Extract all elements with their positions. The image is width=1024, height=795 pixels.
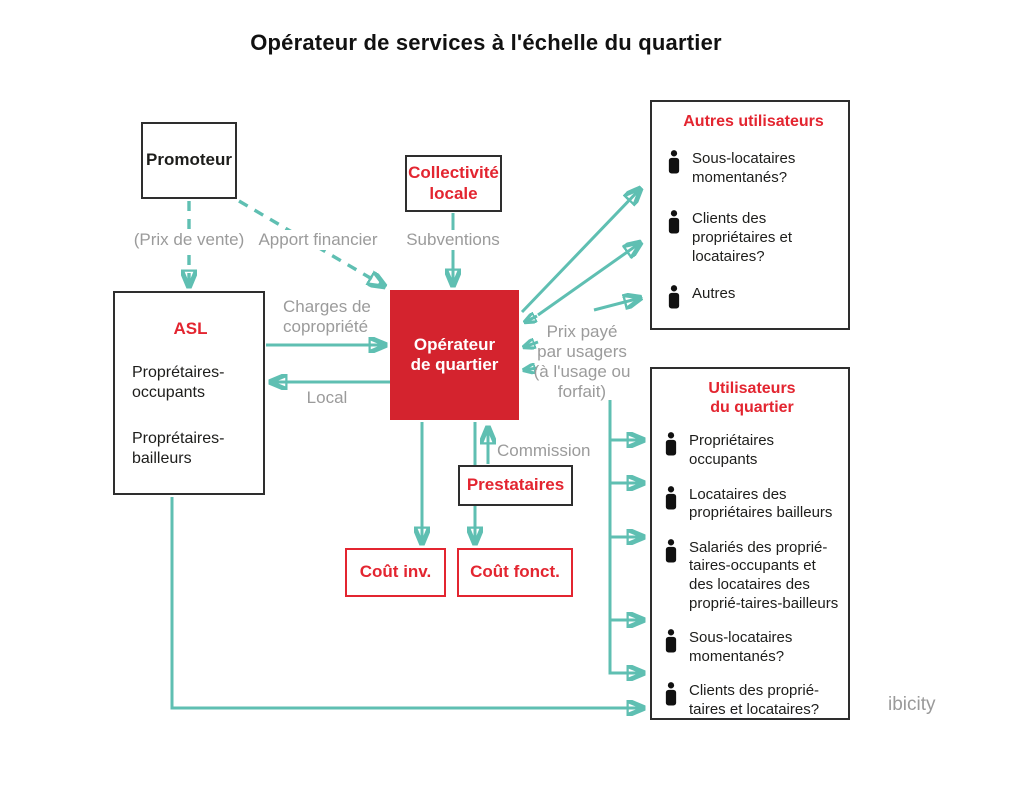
- prix-paye-line2: par usagers: [537, 342, 627, 362]
- quartier-item-3: [664, 538, 840, 613]
- operateur-label-line1: Opérateur: [413, 334, 496, 354]
- person-icon: [667, 150, 681, 176]
- autres-item-3-label: Autres: [692, 285, 736, 303]
- page-title: Opérateur de services à l'échelle du quartier: [250, 30, 722, 55]
- prix-paye-line4: forfait): [557, 382, 607, 402]
- collectivite-label-line2: locale: [429, 183, 478, 203]
- autres-item-1-label: Sous-locataires momentanés?: [692, 150, 796, 186]
- cout-inv-label: Coût inv.: [359, 562, 432, 582]
- edge-label-prix-paye: [524, 322, 640, 402]
- asl-member-1: Proprétaires-occupants: [132, 364, 225, 402]
- utilisateurs-quartier-title-line2: du quartier: [710, 399, 794, 417]
- arrow-autres-1: [522, 189, 640, 312]
- autres-item-2-label: Clients des propriétaires et locataires?: [692, 210, 793, 265]
- edge-label-subventions: Subventions: [401, 230, 505, 250]
- prestataires-label: Prestataires: [466, 475, 565, 495]
- quartier-item-4-label: Sous-locataires momentanés?: [689, 629, 793, 665]
- edge-label-apport-financier: Apport financier: [250, 230, 386, 250]
- collectivite-label-line1: Collectivité: [408, 163, 499, 183]
- person-icon: [664, 432, 678, 458]
- quartier-item-1-label: Propriétaires occupants: [689, 432, 775, 468]
- prix-paye-line3: (à l'usage ou: [533, 362, 631, 382]
- quartier-item-4: [664, 628, 840, 666]
- arrow-asl-quartier: [172, 497, 643, 708]
- quartier-item-5: [664, 681, 840, 719]
- node-prestataires: [458, 465, 573, 506]
- edge-label-charges: [283, 297, 383, 337]
- quartier-item-1: [664, 431, 840, 469]
- asl-title: ASL: [173, 319, 208, 338]
- node-asl: [113, 291, 265, 495]
- credit-ibicity: ibicity: [888, 694, 936, 715]
- person-icon: [664, 682, 678, 708]
- node-cout-fonct: [457, 548, 573, 597]
- node-operateur-de-quartier: [390, 290, 519, 420]
- edge-label-local: Local: [301, 388, 353, 408]
- node-cout-inv: [345, 548, 446, 597]
- utilisateurs-quartier-title: [664, 379, 840, 417]
- utilisateurs-quartier-title-line1: Utilisateurs: [708, 380, 796, 397]
- cout-fonct-label: Coût fonct.: [470, 562, 560, 582]
- edge-label-prix-de-vente: (Prix de vente): [129, 230, 249, 250]
- promoteur-label: Promoteur: [146, 150, 232, 170]
- person-icon: [667, 210, 681, 236]
- person-icon: [664, 539, 678, 565]
- asl-member-2: Proprétaires-bailleurs: [132, 430, 225, 468]
- node-collectivite-locale: [405, 155, 502, 212]
- quartier-item-2: [664, 485, 840, 523]
- prix-paye-line1: Prix payé: [546, 322, 618, 341]
- group-autres-utilisateurs: [650, 100, 850, 330]
- autres-utilisateurs-title: Autres utilisateurs: [683, 113, 824, 130]
- autres-item-3: [667, 284, 840, 311]
- group-utilisateurs-quartier: [650, 367, 850, 720]
- operateur-label-line2: de quartier: [410, 355, 499, 374]
- edge-label-commission: Commission: [497, 441, 591, 460]
- charges-line2: copropriété: [283, 317, 369, 337]
- person-icon: [664, 629, 678, 655]
- person-icon: [664, 486, 678, 512]
- quartier-item-5-label: Clients des proprié-taires et locataires?: [689, 682, 820, 718]
- charges-line1: Charges de: [283, 297, 371, 316]
- quartier-item-2-label: Locataires des propriétaires bailleurs: [689, 485, 833, 522]
- quartier-item-3-label: Salariés des proprié-taires-occupants et des locataires des proprié-taires-bailleurs: [689, 538, 839, 612]
- node-promoteur: [141, 122, 237, 199]
- autres-item-1: [667, 149, 840, 187]
- autres-item-2: [667, 209, 840, 266]
- person-icon: [667, 285, 681, 311]
- arrow-autres-3: [594, 298, 640, 310]
